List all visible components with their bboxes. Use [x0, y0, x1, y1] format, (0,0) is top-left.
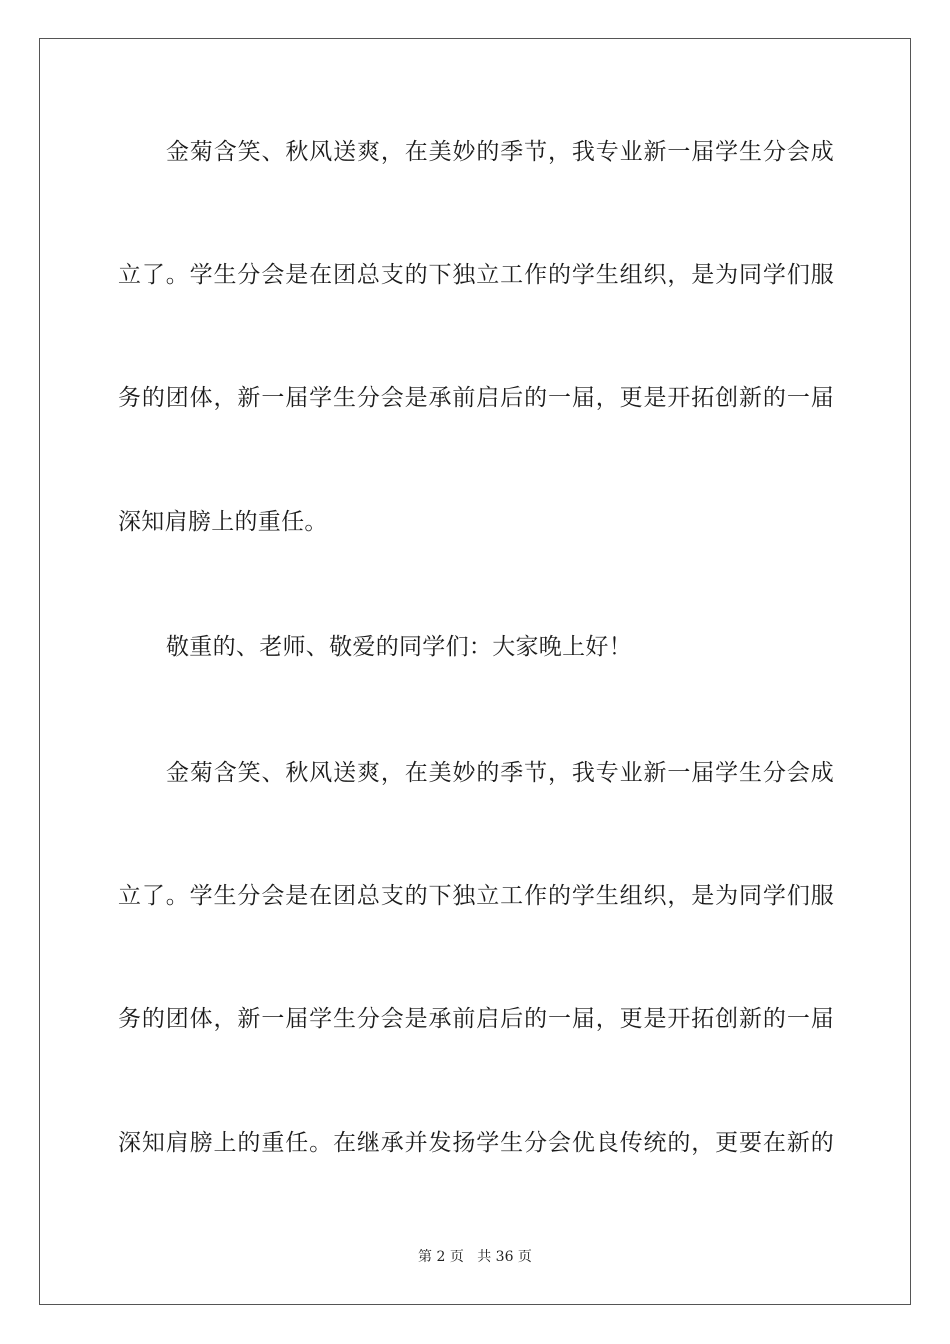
paragraph-1-line-1: 金菊含笑、秋风送爽，在美妙的季节，我专业新一届学生分会成 [166, 139, 834, 165]
paragraph-2-line-4: 深知肩膀上的重任。在继承并发扬学生分会优良传统的，更要在新的 [118, 1130, 834, 1156]
paragraph-1-line-4: 深知肩膀上的重任。 [118, 509, 328, 535]
paragraph-1-line-3: 务的团体，新一届学生分会是承前启后的一届，更是开拓创新的一届 [118, 385, 834, 411]
paragraph-2-line-2: 立了。学生分会是在团总支的下独立工作的学生组织，是为同学们服 [118, 883, 834, 909]
greeting-line: 敬重的、老师、敬爱的同学们：大家晚上好！ [166, 634, 632, 660]
page-total: 共 36 页 [477, 1249, 532, 1265]
page-number: 第 2 页 [418, 1249, 464, 1265]
paragraph-2-line-1: 金菊含笑、秋风送爽，在美妙的季节，我专业新一届学生分会成 [166, 760, 834, 786]
page-footer [0, 1248, 950, 1266]
paragraph-1-line-2: 立了。学生分会是在团总支的下独立工作的学生组织，是为同学们服 [118, 262, 834, 288]
page-frame [39, 38, 911, 1305]
paragraph-2-line-3: 务的团体，新一届学生分会是承前启后的一届，更是开拓创新的一届 [118, 1006, 834, 1032]
